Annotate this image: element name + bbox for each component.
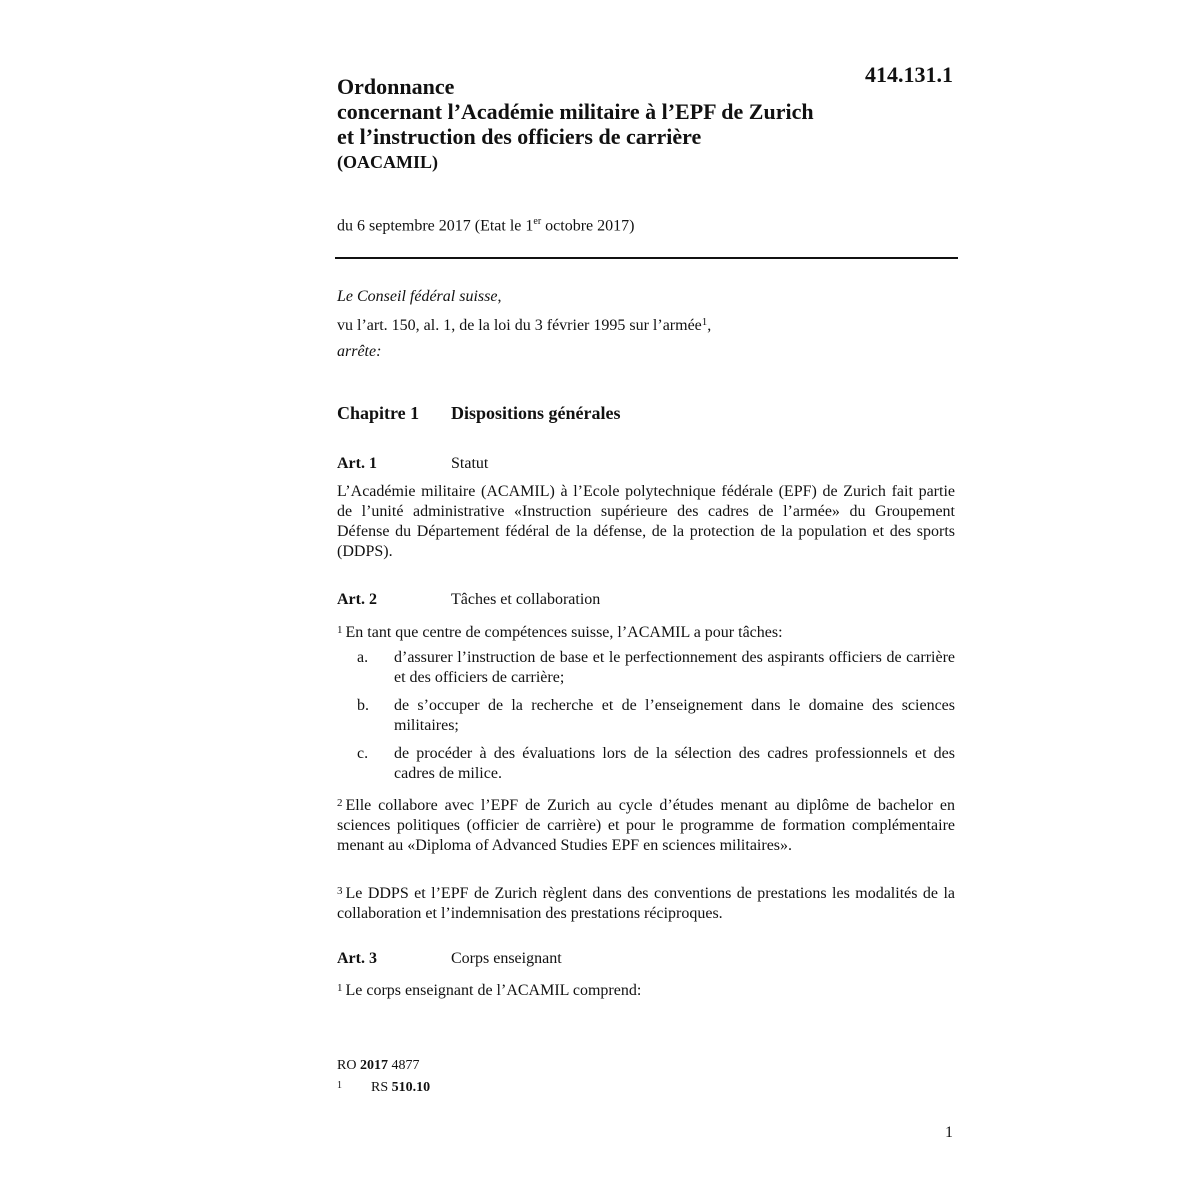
paragraph-text: Elle collabore avec l’EPF de Zurich au cycle d’études menant au diplôme de bachelor en sciences politiques (officier de carrière) et pour le programme de formation complémentaire menant au «Diploma of Advanced Studies EPF en sciences militaires».: [337, 797, 955, 854]
article-2-paragraph-3: [337, 881, 955, 924]
chapter-label: Chapitre 1: [337, 403, 420, 423]
footnote-marker[interactable]: 1: [701, 316, 708, 328]
paragraph-text: Le corps enseignant de l’ACAMIL comprend:: [345, 982, 642, 999]
footnote-number: 1: [337, 1080, 342, 1091]
paragraph-number: 3: [337, 885, 343, 897]
official-compilation-reference: [337, 1058, 419, 1074]
article-number: Art. 1: [337, 455, 377, 472]
classification-number: 414.131.1: [865, 62, 953, 87]
article-number: Art. 2: [337, 591, 377, 608]
title-line: et l’instruction des officiers de carrière: [337, 124, 702, 149]
title-line: concernant l’Académie militaire à l’EPF de Zurich: [337, 99, 814, 124]
list-text: de procéder à des évaluations lors de la sélection des cadres professionnels et des cadres de milice.: [394, 745, 955, 782]
article-title: Statut: [451, 455, 489, 472]
list-letter: a.: [357, 649, 369, 666]
council-punct: ,: [497, 288, 502, 305]
council-name: Le Conseil fédéral suisse: [337, 288, 498, 305]
article-heading-3: [337, 950, 955, 968]
footnote-prefix: RS: [371, 1080, 392, 1095]
document-abbreviation: (OACAMIL): [337, 152, 438, 172]
page-number: 1: [945, 1124, 953, 1141]
date-superscript: er: [533, 216, 542, 227]
basis-punct: ,: [707, 317, 712, 334]
paragraph-number: 2: [337, 797, 343, 809]
list-text: de s’occuper de la recherche et de l’enseignement dans le domaine des sciences militaires;: [394, 697, 955, 734]
legal-basis-text: vu l’art. 150, al. 1, de la loi du 3 février 1995 sur l’armée: [337, 317, 702, 334]
preamble-council: [337, 288, 955, 306]
ro-prefix: RO: [337, 1058, 360, 1073]
article-2-paragraph-1: [337, 620, 955, 643]
chapter-heading: [337, 403, 621, 424]
paragraph-text: En tant que centre de compétences suisse, l’ACAMIL a pour tâches:: [345, 624, 783, 641]
article-2-paragraph-2: [337, 793, 955, 856]
list-text: d’assurer l’instruction de base et le perfectionnement des aspirants officiers de carrière et des officiers de carrière;: [394, 649, 955, 686]
document-title: [337, 74, 897, 149]
article-number: Art. 3: [337, 950, 377, 967]
paragraph-text: Le DDPS et l’EPF de Zurich règlent dans des conventions de prestations les modalités de la collaboration et l’indemnisation des prestations réciproques.: [337, 885, 955, 922]
paragraph-number: 1: [337, 624, 343, 636]
list-letter: b.: [357, 697, 369, 714]
footnote-reference[interactable]: [371, 1080, 430, 1096]
list-letter: c.: [357, 745, 369, 762]
preamble-decree: arrête:: [337, 343, 382, 360]
footnote-sr-number: 510.10: [391, 1080, 431, 1095]
article-heading-1: [337, 455, 955, 473]
date-suffix: octobre 2017): [541, 217, 635, 235]
ro-page: 4877: [387, 1058, 420, 1073]
footnote: [337, 1080, 431, 1097]
article-heading-2: [337, 591, 955, 609]
document-date: [337, 216, 634, 235]
article-title: Tâches et collaboration: [451, 591, 601, 608]
ro-year: 2017: [359, 1058, 388, 1073]
date-prefix: du 6 septembre 2017 (Etat le 1: [337, 217, 534, 235]
preamble-basis: [337, 316, 955, 335]
chapter-title: Dispositions générales: [451, 403, 621, 423]
article-1-text: L’Académie militaire (ACAMIL) à l’Ecole polytechnique fédérale (EPF) de Zurich fait partie de l’unité administrative «Instruction supérieure des cadres de l’armée» du Groupement Défense du Département fédéral de la défense, de la protection de la population et des sports (DDPS).: [337, 483, 955, 560]
title-line: Ordonnance: [337, 74, 455, 99]
article-3-paragraph-1: [337, 978, 955, 1001]
header-divider: [335, 257, 958, 259]
article-title: Corps enseignant: [451, 950, 562, 967]
paragraph-number: 1: [337, 982, 343, 994]
